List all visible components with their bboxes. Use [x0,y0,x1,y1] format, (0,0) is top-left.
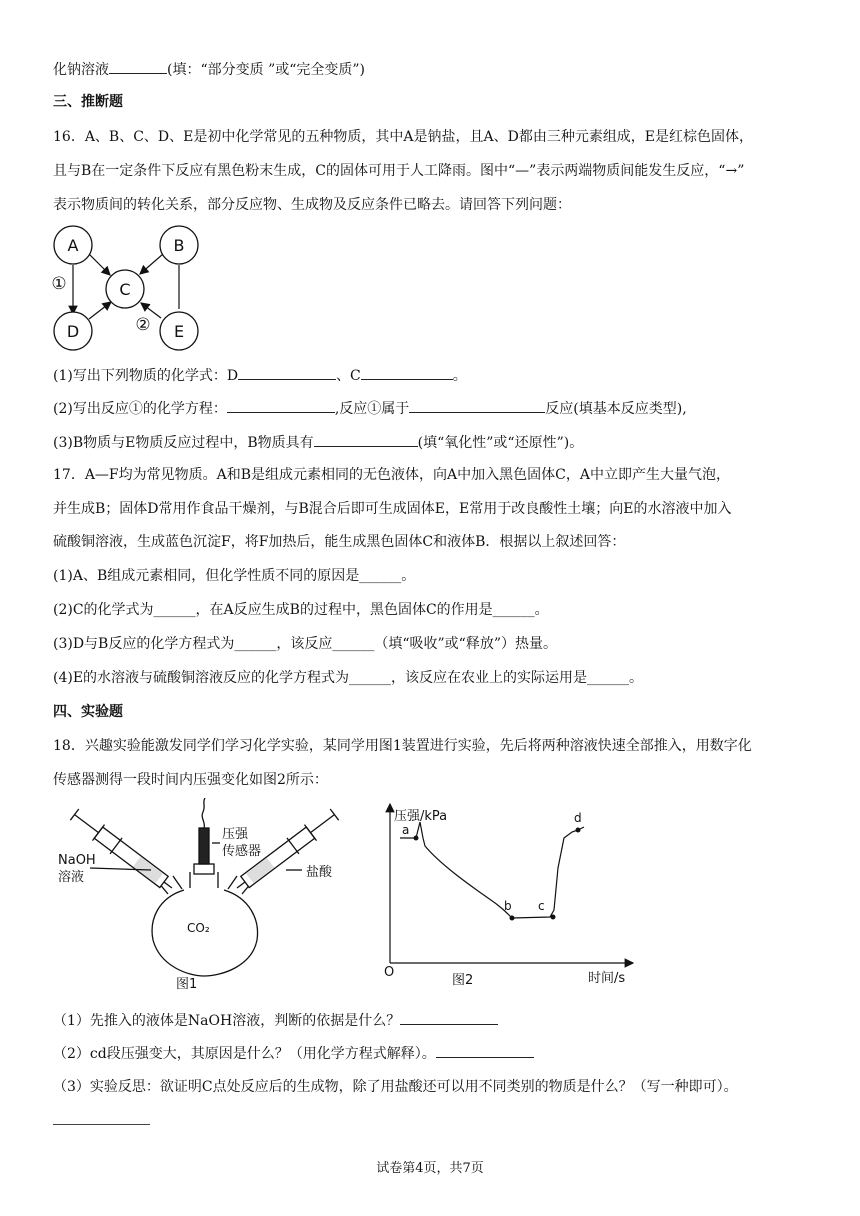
origin-label: O [384,965,395,980]
section-heading-3: 三、推断题 [53,94,123,110]
q17-sub1: (1)A、B组成元素相同，但化学性质不同的原因是______。 [53,568,416,584]
text-segment: 反应(填基本反应类型), [545,401,687,417]
point-a [414,836,419,841]
text-segment: (2)写出反应①的化学方程： [53,401,227,417]
q17-sub3: (3)D与B反应的化学方程式为______，该反应______（填“吸收”或“释放”）热量。 [53,636,557,652]
stopper-center [194,864,214,874]
q16-stem-line2: 且与B在一定条件下反应有黑色粉末生成，C的固体可用于人工降雨。图中“—”表示两端物质间能发生反应，“→” [53,163,745,179]
point-b [510,916,515,921]
sensor-cable [202,798,205,828]
text-segment: (1)写出下列物质的化学式：D [53,368,239,384]
point-a-label: a [402,823,410,837]
text-segment: 。 [452,368,467,384]
figure-1-apparatus [56,798,356,992]
node-d-label: D [66,322,80,341]
node-a-label: A [67,236,79,255]
q18-sub2 [53,1042,534,1064]
q17-stem-line1: 17．A—F均为常见物质。A和B是组成元素相同的无色液体，向A中加入黑色固体C，A中立即产生大量气泡， [53,467,730,483]
node-e-label: E [173,322,185,341]
text-segment: (填：“部分变质 ”或“完全变质”) [167,62,366,78]
figure-1-caption: 图1 [176,977,198,992]
edge-label-2: ② [135,315,151,335]
point-b-label: b [504,899,512,913]
pressure-curve [400,822,584,918]
node-b-label: B [173,236,185,255]
q18-sub3: （3）实验反思：欲证明C点处反应后的生成物，除了用盐酸还可以用不同类别的物质是什么？（写一种即可）。 [53,1079,738,1095]
answer-line[interactable] [53,1124,150,1125]
q18-stem-line1: 18．兴趣实验能激发同学们学习化学实验，某同学用图1装置进行实验，先后将两种溶液快速全部推入，用数字化 [53,738,752,754]
gas-label: CO₂ [187,921,210,935]
arrow-b-to-c [140,254,163,274]
text-segment: ,反应①属于 [334,401,410,417]
text-segment: (填“氧化性”或“还原性”)。 [417,435,584,451]
figure-2-pressure-curve [378,798,640,990]
naoh-label-1: NaOH [58,853,96,868]
q15-tail [53,58,365,80]
arrow-d-to-c [89,302,111,319]
section-heading-4: 四、实验题 [53,704,123,720]
answer-blank[interactable] [227,397,335,413]
text-segment: 、C [336,368,361,384]
q16-sub2 [53,397,687,419]
syringe-left [69,807,178,896]
x-axis-label: 时间/s [588,971,626,986]
answer-blank[interactable] [436,1042,534,1058]
point-d-label: d [574,811,582,825]
point-c [551,915,556,920]
point-c-label: c [538,899,545,913]
q16-relation-diagram [48,222,208,357]
q17-sub4: (4)E的水溶液与硫酸铜溶液反应的化学方程式为______，该反应在农业上的实际运用是______。 [53,670,644,686]
answer-blank[interactable] [409,397,545,413]
q16-sub1 [53,364,467,386]
point-d [576,828,581,833]
sensor-label-2: 传感器 [222,844,262,859]
q17-stem-line2: 并生成B；固体D常用作食品干燥剂，与B混合后即可生成固体E，E常用于改良酸性土壤；向E的水溶液中加入 [53,501,732,517]
q16-stem-line1: 16．A、B、C、D、E是初中化学常见的五种物质，其中A是钠盐，且A、D都由三种元素组成，E是红棕色固体， [53,129,754,145]
text-segment: (3)B物质与E物质反应过程中，B物质具有 [53,435,314,451]
q16-stem-line3: 表示物质间的转化关系，部分反应物、生成物及反应条件已略去。请回答下列问题： [53,197,571,213]
answer-blank[interactable] [109,58,167,74]
sensor-label-1: 压强 [222,827,249,842]
q16-sub3 [53,431,583,453]
text-segment: （2）cd段压强变大，其原因是什么？（用化学方程式解释）。 [53,1046,436,1062]
node-c-label: C [119,280,131,299]
text-segment: （1）先推入的液体是NaOH溶液，判断的依据是什么？ [53,1013,401,1029]
q18-sub1 [53,1009,498,1031]
figure-2-caption: 图2 [452,973,474,988]
page-footer: 试卷第4页，共7页 [376,1161,484,1176]
answer-blank[interactable] [361,364,453,380]
text-segment: 化钠溶液 [53,62,109,78]
acid-label: 盐酸 [306,865,333,880]
answer-blank[interactable] [238,364,336,380]
q18-stem-line2: 传感器测得一段时间内压强变化如图2所示： [53,772,328,788]
q17-stem-line3: 硫酸铜溶液，生成蓝色沉淀F，将F加热后，能生成黑色固体C和液体B．根据以上叙述回答： [53,534,626,550]
q17-sub2: (2)C的化学式为______，在A反应生成B的过程中，黑色固体C的作用是______。 [53,602,549,618]
answer-blank[interactable] [400,1009,498,1025]
y-axis-label: 压强/kPa [394,809,448,824]
pressure-sensor [199,828,209,864]
arrow-a-to-c [89,254,110,275]
edge-label-1: ① [51,274,67,294]
naoh-label-2: 溶液 [58,870,85,885]
answer-blank[interactable] [314,431,418,447]
